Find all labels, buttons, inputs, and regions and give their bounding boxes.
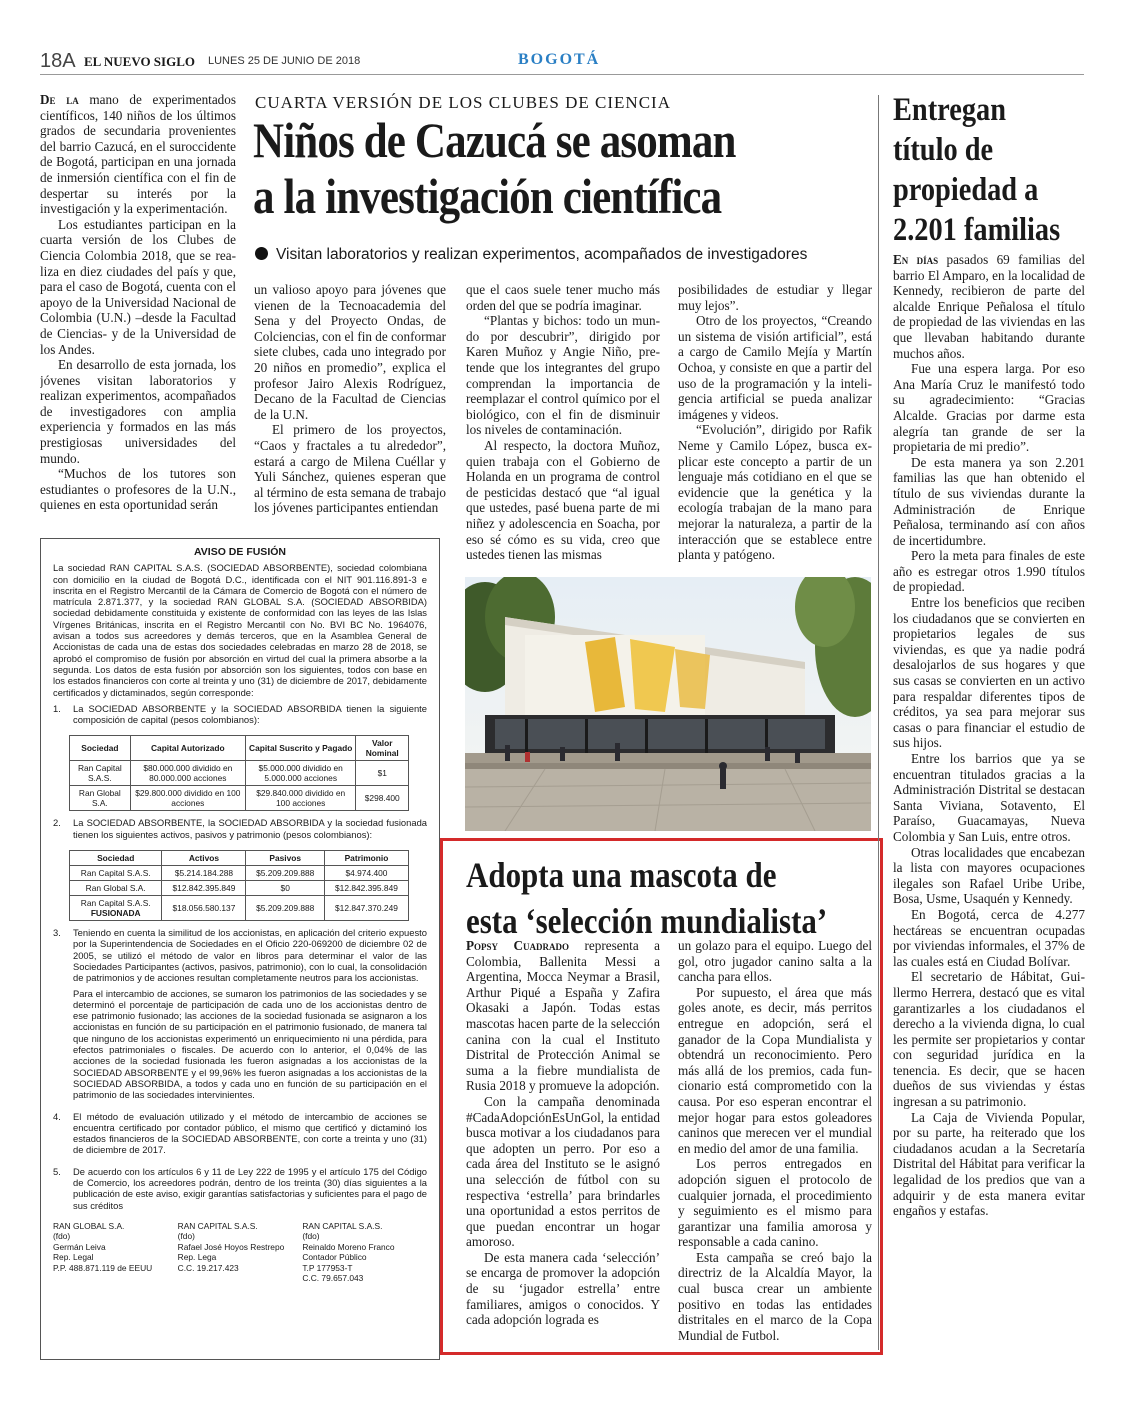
table-header-row xyxy=(70,736,409,761)
paragraph: Los estudiantes participan en la cuarta versión de los Clubes de Ciencia Colombia 2018, que se realiza en diez ciudades del país y que, para el caso de Bogotá, cuenta con el apoyo de la Universidad Nacional de Colombia (U.N.) –desde la Facultad de Ciencias- y de la Universidad de los Andes. xyxy=(40,216,236,357)
table-cell: $29.840.000 dividido en 100 acciones xyxy=(245,786,356,811)
headline-line-1: Adopta una mascota de xyxy=(466,855,777,895)
table-cell: $5.000.000 dividido en 5.000.000 acciones xyxy=(245,761,356,786)
table-header: Capital Autorizado xyxy=(130,736,245,761)
sig-line: (fdo) xyxy=(302,1231,320,1242)
table-cell: Ran Capital S.A.S. xyxy=(70,761,131,786)
paragraph: “Evolución”, dirigido por Rafik Neme y Camilo López, busca explicar este concepto a partir de un lenguaje más cotidiano en el que se evidencie que la genética y la ecología trabajan de la mano para mejorar la naturaleza, a partir de la interacción que se establece entre planta y patógeno. xyxy=(678,422,872,563)
newspaper-name: EL NUEVO SIGLO xyxy=(84,54,195,69)
box-headline xyxy=(466,852,827,944)
article-subtitle xyxy=(255,246,807,264)
item-text: Para el intercambio de acciones, se sumaron los patrimonios de las sociedades y se determinó el porcentaje de participación de cada uno de los accionistas dentro de ese patrimonio fusionado; las acciones de la sociedad fusionada se asignaron a los accionistas en función de su participación en el patrimonio fusionado, de manera tal que ninguno de los accionistas experimentó un enriquecimiento ni una pérdida, para efectos patrimoniales o fiscales. De acuerdo con lo anterior, el 0,04% de las acciones de la sociedad fusionada les fueron asignadas a los accionistas de la SOCIEDAD ABSORBENTE y el 99,96% les fueron asignadas a los accionistas de la SOCIEDAD ABSORBIDA, a todos y cada uno en función de su participación en el patrimonio de las sociedades intervinientes. xyxy=(73,987,427,1101)
table-cell: $29.800.000 dividido en 100 acciones xyxy=(130,786,245,811)
table-cell: $4.974.400 xyxy=(324,866,408,881)
table-cell: $5.214.184.288 xyxy=(162,866,246,881)
sig-line: (fdo) xyxy=(177,1231,195,1242)
item-text: De acuerdo con los artículos 6 y 11 de Ley 222 de 1995 y el artículo 175 del Código de Comercio, los acreedores podrán, dentro de los treinta (30) días siguientes a la publicación de este aviso, exigir garantías satisfactorias y suficientes para el pago de sus créditos xyxy=(73,1165,427,1211)
table-cell xyxy=(70,896,162,921)
sig-line: (fdo) xyxy=(53,1231,71,1242)
item-text: La SOCIEDAD ABSORBENTE y la SOCIEDAD ABSORBIDA tienen la siguiente composición de capital (pesos colombianos): xyxy=(73,702,427,726)
item-number: 5. xyxy=(53,1165,61,1177)
paragraph: Entre los beneficios que reciben los ciudadanos que se convierten en propietarios legales de sus viviendas, es que ya nadie podrá desalojarlos de sus hogares y que sus casas se convierten en un activo para respaldar diferentes tipos de créditos, ya sea para mejorar sus casas o para financiar el estudio de sus hijos. xyxy=(893,595,1085,751)
table-cell: $80.000.000 dividido en 80.000.000 acciones xyxy=(130,761,245,786)
paragraph: “Plantas y bichos: todo un mundo por descubrir”, dirigido por Karen Muñoz y Angie Niño, pretende que los integrantes del grupo comprendan la importancia de reemplazar el control químico por el biológico, con el fin de disminuir los niveles de contaminación. xyxy=(466,313,660,438)
paragraph: mano de experimentados científicos, 140 niños de los últimos grados de secundaria provenientes del barrio Cazucá, en el suroccidente de Bogotá, participan en una jornada de inmersión científica con el fin de despertar su interés por la investigación y la experimentación. xyxy=(40,92,236,217)
legal-notice-box xyxy=(40,538,440,1360)
paragraph: un valioso apoyo para jóvenes que vienen de la Tecnoacademia del Sena y del Proyecto Ondas, de Colciencias, con el fin de conformar siete clubes, cada uno integrado por 20 niños en promedio”, explica el profesor Jairo Alexis Rodríguez, Decano de la Facultad de Ciencias de la U.N. xyxy=(254,282,446,422)
table-cell: Ran Global S.A. xyxy=(70,881,162,896)
section-name: BOGOTÁ xyxy=(518,51,601,68)
paragraph: El primero de los proyectos, “Caos y fractales a tu alrededor”, estará a cargo de Milena Cuéllar y Yuli Sánchez, quienes esperan que al término de esta semana de trabajo los jóvenes participantes entiendan xyxy=(254,422,446,516)
table-cell: Ran Global S.A. xyxy=(70,786,131,811)
paragraph: Los perros entregados en adopción siguen el protocolo de cualquier jornada, el procedimiento y seguimiento es el mismo para garantizar una familia amorosa y responsable a cada canino. xyxy=(678,1156,872,1250)
paragraph: Fue una espera larga. Por eso Ana María Cruz le manifestó todo su agradecimiento: “Gracias Alcalde. Gracias por darme esta alegría tan grande de ser la propietaria de mi predio”. xyxy=(893,361,1085,455)
paragraph: De esta manera cada ‘selección’ se encarga de promover la adopción de su ‘jugador estrella’ entre familiares, amigos o conocidos. Y cada adopción lograda es xyxy=(466,1249,660,1328)
page-header xyxy=(40,48,1084,75)
right-article-body xyxy=(893,252,1085,1352)
signature-block xyxy=(178,1221,303,1284)
table-header: Capital Suscrito y Pagado xyxy=(245,736,356,761)
paragraph: “Muchos de los tutores son estudiantes o profesores de la U.N., quienes en esta oportunidad serán xyxy=(40,466,236,513)
table-header: Sociedad xyxy=(70,736,131,761)
table-cell: $5.209.209.888 xyxy=(246,896,324,921)
table-row xyxy=(70,761,409,786)
notice-intro: La sociedad RAN CAPITAL S.A.S. (SOCIEDAD ABSORBENTE), sociedad colombiana con domicilio en la ciudad de Bogotá D.C., identificada con el NIT 901.116.891-3 e inscrita en el Registro Mercantil de la Cámara de Comercio de Bogotá con el número de matrícula 2.871.377, y la sociedad RAN GLOBAL S.A. (SOCIEDAD ABSORBIDA) sociedad debidamente constituida y existente de conformidad con las leyes de las Islas Vírgenes Británicas, inscrita en el Registro Mercantil con No. BVI BC No. 1964076, avisan a todos sus acreedores y demás terceros, que en la Asamblea General de Accionistas de cada una de estas dos sociedades celebradas en marzo 28 de 2018, se aprobó el compromiso de fusión por absorción en virtud del cual la primera absorbe a la segunda. Los datos de esta fusión por absorción son los siguientes, todos con base en los estados financieros con corte al treinta y uno (31) de diciembre de 2017, debidamente certificados y dictaminados, según corresponde: xyxy=(53,562,427,698)
sig-line: Rep. Lega xyxy=(177,1252,217,1263)
table-cell: $1 xyxy=(356,761,409,786)
sig-line: Rep. Legal xyxy=(53,1252,94,1263)
table-row xyxy=(70,866,409,881)
signature-block xyxy=(302,1221,427,1284)
sig-line: Rafael José Hoyos Restrepo xyxy=(177,1241,285,1252)
sig-line: C.C. 79.657.043 xyxy=(302,1273,364,1284)
item-text: Teniendo en cuenta la similitud de los accionistas, en aplicación del criterio expuesto por la Superintendencia de Sociedades en el Oficio 220-069200 de diciembre 02 de 2005, se utilizó el método de valor en libros para determinar el valor de las Sociedades Participantes (activos, pasivos, patrimonio), con lo cual, la consolidación de patrimonios y de acciones resultan completamente neutros para los accionistas. xyxy=(73,927,427,984)
article-photo xyxy=(465,577,871,831)
table-header: Valor Nominal xyxy=(356,736,409,761)
article-column-4 xyxy=(678,282,872,572)
sig-line: RAN CAPITAL S.A.S. xyxy=(302,1220,383,1231)
table-cell: $18.056.580.137 xyxy=(162,896,246,921)
box-column-2 xyxy=(678,938,872,1344)
sig-line: RAN GLOBAL S.A. xyxy=(53,1220,125,1231)
paragraph: posibilidades de estudiar y llegar muy lejos”. xyxy=(678,282,872,313)
article-headline xyxy=(253,112,786,224)
subtitle-text: Visitan laboratorios y realizan experimentos, acompañados de investigadores xyxy=(276,246,808,263)
paragraph: En desarrollo de esta jornada, los jóvenes visitan laboratorios y realizan experimentos, acompañados de investigadores con amplia experiencia y formados en las más prestigiosas universidades del mundo. xyxy=(40,357,236,466)
paragraph: Entre los barrios que ya se encuentran titulados gracias a la Administración Distrital se destacan Santa Viviana, Sotavento, El Paraíso, Guacamayas, Nueva Colombia y San Luis, entre otros. xyxy=(893,751,1085,844)
paragraph: Con la campaña denominada #CadaAdopciónEsUnGol, la entidad busca motivar a los ciudadanos para que adopten un perro. Por eso a cada área del Instituto se le asignó una selección de fútbol con su respectiva ‘estrella’ para brindarles una oportunidad a estos perritos de que puedan encontrar un hogar amoroso. xyxy=(466,1093,660,1250)
table-header-row xyxy=(70,851,409,866)
paragraph: Otro de los proyectos, “Creando un sistema de visión artificial”, está a cargo de Camilo Mejía y Martín Ochoa, y consiste en que a partir del uso de la programación y la inteligencia artificial se pueda analizar imágenes y videos. xyxy=(678,313,872,422)
headline-line-2: a la investigación científica xyxy=(253,168,722,224)
lead-in: Popsy Cuadrado xyxy=(466,938,570,953)
table-cell: $0 xyxy=(246,881,324,896)
paragraph: La Caja de Vivienda Popular, por su parte, ha reiterado que los ciudadanos acudan a la Secretaría Distrital del Hábitat para verificar la legalidad de los predios que van a adquirir y de esta manera evitar engaños y estafas. xyxy=(893,1109,1085,1219)
paragraph: En Bogotá, cerca de 4.277 hectáreas se encuentran ocupadas por viviendas informales, el 37% de las cuales está en Ciudad Bolívar. xyxy=(893,906,1085,969)
sig-line: Germán Leiva xyxy=(53,1241,106,1252)
paragraph: representa a Colombia, Ballenita Messi a Argentina, Mocca Neymar a Brasil, Arthur Piqué a España y Zafira Okasaki a Japón. Todas estas mascotas hacen parte de la selección canina con la cual el Instituto Distrital de Protección Animal se suma a la fiebre mundialista de Rusia 2018 y promueve la adopción. xyxy=(466,938,660,1094)
sig-line: Reinaldo Moreno Franco xyxy=(302,1241,395,1252)
notice-item xyxy=(53,927,427,1104)
paragraph: Pero la meta para finales de este año es estregar otros 1.990 títulos de propiedad. xyxy=(893,548,1085,595)
article-column-3 xyxy=(466,282,660,572)
sig-line: RAN CAPITAL S.A.S. xyxy=(177,1220,258,1231)
table-header: Activos xyxy=(162,851,246,866)
sig-line: P.P. 488.871.119 de EEUU xyxy=(53,1262,153,1273)
paragraph: Otras localidades que encabezan la lista con mayores ocupaciones ilegales son Rafael Uribe Uribe, Bosa, Usme, Usaquén y Kennedy. xyxy=(893,844,1085,907)
paragraph: Por supuesto, el área que más goles anote, es decir, más perritos entregue en adopción, será el ganador de la Copa Mundialista y obtendrá un reconocimiento. Pero más allá de los premios, cada funcionario está comprometido con la causa. Por eso esperan encontrar el mejor hogar para estos goleadores caninos que merecen ver el mundial en medio del amor de una familia. xyxy=(678,984,872,1156)
issue-date: LUNES 25 DE JUNIO DE 2018 xyxy=(208,55,361,67)
notice-item xyxy=(53,703,427,730)
cell-line: FUSIONADA xyxy=(90,908,141,919)
bullet-icon xyxy=(255,247,268,260)
page-number: 18A xyxy=(40,50,76,72)
article-kicker: CUARTA VERSIÓN DE LOS CLUBES DE CIENCIA xyxy=(255,93,671,112)
sig-line: T.P 177953-T xyxy=(302,1262,353,1273)
table-cell: $5.209.209.888 xyxy=(246,866,324,881)
signature-block xyxy=(53,1221,178,1284)
sig-line: C.C. 19.217.423 xyxy=(177,1262,239,1273)
notice-item xyxy=(53,1111,427,1160)
cell-line: Ran Capital S.A.S. xyxy=(80,898,151,909)
article-column-2 xyxy=(254,282,446,528)
headline-line-2: esta ‘selección mundialista’ xyxy=(466,901,828,941)
paragraph: un golazo para el equipo. Luego del gol, otro jugador canino salta a la cancha para ellos. xyxy=(678,938,872,985)
table-cell: Ran Capital S.A.S. xyxy=(70,866,162,881)
box-column-1 xyxy=(466,938,660,1344)
paragraph: De esta manera ya son 2.201 familias las que han obtenido el título de sus viviendas durante la Administración de Enrique Peñalosa, terminando así con años de incertidumbre. xyxy=(893,454,1085,548)
paragraph: que el caos suele tener mucho más orden del que se podría imaginar. xyxy=(466,282,660,313)
item-number: 3. xyxy=(53,927,61,939)
paragraph: pasados 69 familias del barrio El Amparo, en la localidad de Kennedy, recibieron de parte del alcalde Enrique Peñalosa el título de propiedad de las viviendas en las que llevaban habitando durante muchos años. xyxy=(893,252,1085,361)
table-header: Patrimonio xyxy=(324,851,408,866)
capital-table xyxy=(69,735,409,811)
table-cell: $12.842.395.849 xyxy=(324,881,408,896)
sig-line: Contador Público xyxy=(302,1252,367,1263)
table-cell: $12.842.395.849 xyxy=(162,881,246,896)
table-header: Sociedad xyxy=(70,851,162,866)
building-photo-illustration xyxy=(465,577,871,831)
article-column-1 xyxy=(40,92,236,528)
item-number: 1. xyxy=(53,702,61,714)
balance-table xyxy=(69,850,409,921)
table-header: Pasivos xyxy=(246,851,324,866)
notice-item xyxy=(53,817,427,844)
item-number: 4. xyxy=(53,1110,61,1122)
right-article-headline: Entregan título de propiedad a 2.201 familias xyxy=(893,92,1061,248)
table-row xyxy=(70,896,409,921)
item-text: La SOCIEDAD ABSORBENTE, la SOCIEDAD ABSORBIDA y la sociedad fusionada tienen los siguientes activos, pasivos y patrimonio (pesos colombianos): xyxy=(73,817,427,840)
paragraph: El secretario de Hábitat, Guillermo Herrera, destacó que es vital garantizarles a los ciudadanos el derecho a la vivienda digna, lo cual les permite ser propietarios y contar con seguridad jurídica en la tenencia. Es decir, que se hacen dueños de sus viviendas y éstas ingresan a su patrimonio. xyxy=(893,969,1085,1110)
lead-in: De la xyxy=(40,92,79,107)
table-cell: $298.400 xyxy=(356,786,409,811)
paragraph: Al respecto, la doctora Muñoz, quien trabaja con el Gobierno de Holanda en un programa de control de pesticidas destacó que “al igual que ustedes, pasé buena parte de mi niñez y adolescencia en Soacha, por eso sé cómo es su vida, creo que ustedes tienen las mismas xyxy=(466,437,660,563)
signatures xyxy=(53,1221,427,1284)
headline-line-1: Niños de Cazucá se asoman xyxy=(253,112,736,168)
item-text: El método de evaluación utilizado y el método de intercambio de acciones se encuentra certificado por contador público, el mismo que certificó y dictaminó los estados financieros de la SOCIEDAD ABSORBENTE, con corte a treinta y uno (31) de diciembre de 2017. xyxy=(73,1110,427,1156)
notice-item xyxy=(53,1166,427,1215)
notice-title: AVISO DE FUSIÓN xyxy=(194,546,286,558)
lead-in: En días xyxy=(893,252,939,267)
table-row xyxy=(70,786,409,811)
item-number: 2. xyxy=(53,817,61,829)
column-divider xyxy=(878,95,879,1350)
table-row xyxy=(70,881,409,896)
paragraph: Esta campaña se creó bajo la directriz de la Alcaldía Mayor, la cual busca crear un ambiente positivo en todas las entidades distritales en el marco de la Copa Mundial de Futbol. xyxy=(678,1249,872,1343)
table-cell: $12.847.370.249 xyxy=(324,896,408,921)
